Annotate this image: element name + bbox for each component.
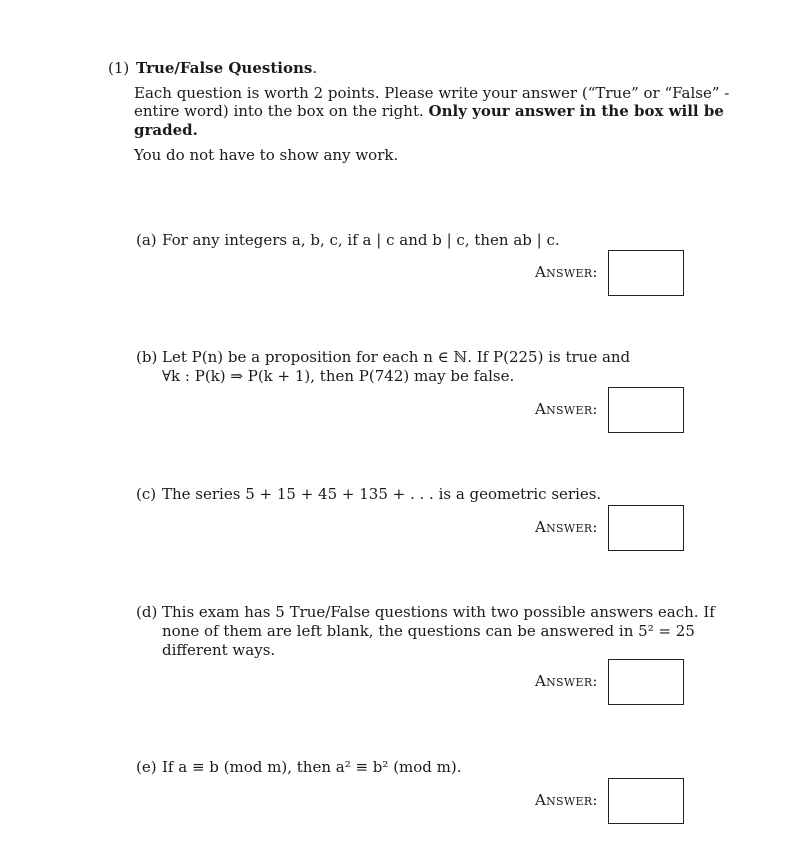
answer-b-box[interactable] (608, 387, 684, 433)
intro-line-2-normal: entire word) into the box on the right. (134, 102, 424, 120)
question-e-label: (e) (136, 758, 157, 776)
answer-e-label: Answer: (535, 791, 598, 809)
intro-line-2-bold: Only your answer in the box will be (428, 102, 724, 120)
question-d-text-line-3: different ways. (162, 641, 276, 659)
question-d-text-line-1: This exam has 5 True/False questions with two possible answers each. If (162, 603, 715, 621)
question-a-label: (a) (136, 231, 157, 249)
answer-a-label: Answer: (535, 263, 598, 281)
intro-line-2 (134, 102, 724, 121)
question-a-text: For any integers a, b, c, if a | c and b | c, then ab | c. (162, 231, 560, 249)
question-c-label: (c) (136, 485, 157, 503)
question-b-text-line-2: ∀k : P(k) ⇒ P(k + 1), then P(742) may be false. (162, 367, 515, 385)
question-d-text-line-2: none of them are left blank, the questions can be answered in 5² = 25 (162, 622, 695, 640)
answer-d-box[interactable] (608, 659, 684, 705)
answer-b-label: Answer: (535, 400, 598, 418)
question-b-text-line-1: Let P(n) be a proposition for each n ∈ ℕ. If P(225) is true and (162, 348, 631, 366)
section-title (136, 59, 317, 78)
intro-line-3: graded. (134, 121, 198, 139)
question-c-text: The series 5 + 15 + 45 + 135 + . . . is a geometric series. (162, 485, 602, 503)
answer-c-label: Answer: (535, 518, 598, 536)
intro-line-1: Each question is worth 2 points. Please write your answer (“True” or “False” - (134, 84, 730, 102)
intro-note: You do not have to show any work. (134, 146, 399, 164)
answer-a-box[interactable] (608, 250, 684, 296)
section-number: (1) (108, 59, 130, 77)
answer-c-box[interactable] (608, 505, 684, 551)
question-b-label: (b) (136, 348, 158, 366)
answer-d-label: Answer: (535, 672, 598, 690)
section-title-period: . (312, 59, 318, 77)
question-e-text: If a ≡ b (mod m), then a² ≡ b² (mod m). (162, 758, 462, 776)
answer-e-box[interactable] (608, 778, 684, 824)
section-title-text: True/False Questions (136, 59, 313, 77)
question-d-label: (d) (136, 603, 158, 621)
